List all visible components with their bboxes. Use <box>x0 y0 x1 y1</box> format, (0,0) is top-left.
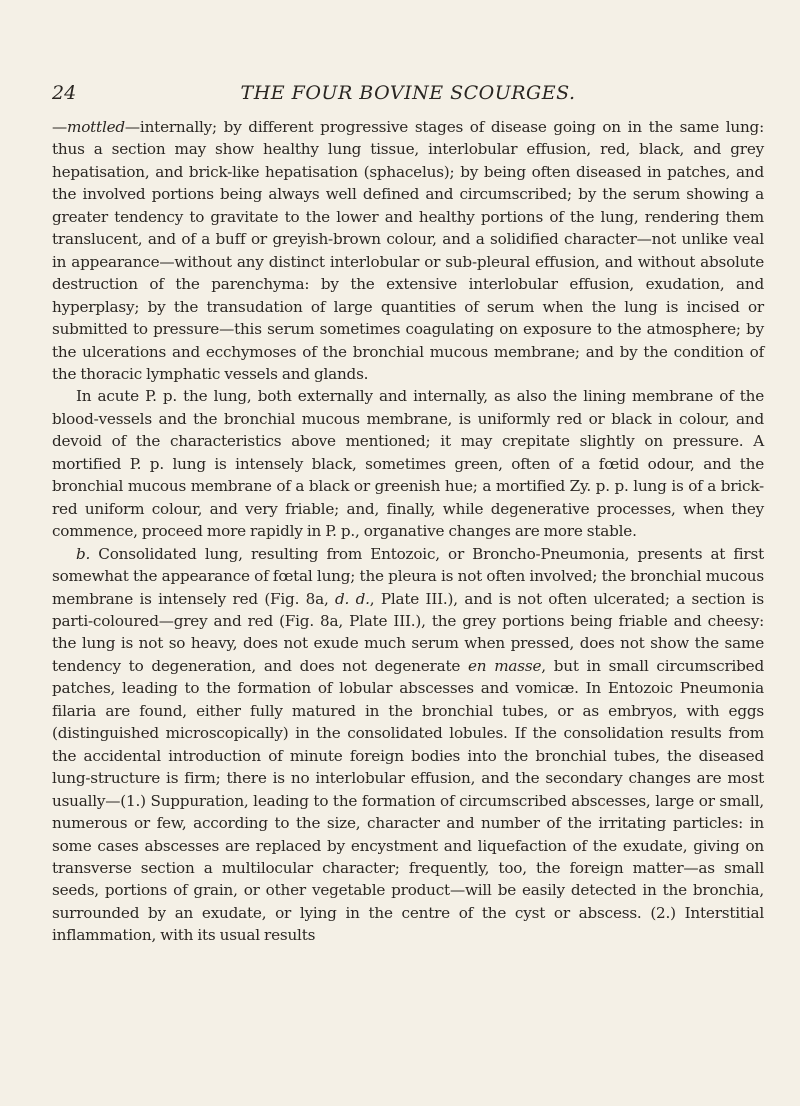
paragraph-text: , but in small circumscribed patches, leading to the formation of lobular abscesses and vomicæ. In Entozoic Pneumonia filaria are found, either fully matured in the bronchial tubes, or as embryos, with eggs (distinguished microscopically) in the consolidated lobules. If the consolidation results from the accidental introduction of minute foreign bodies into the bronchial tubes, the diseased lung-structure is firm; there is no interlobular effusion, and the secondary changes are most usually—(1.) Suppuration, leading to the formation of circumscribed abscesses, large or small, numerous or few, according to the size, character and number of the irritating particles: in some cases abscesses are replaced by encystment and liquefaction of the exudate, giving on transverse section a multilocular character; frequently, too, the foreign matter—as small seeds, portions of grain, or other vegetable product—will be easily detected in the bronchia, surrounded by an exudate, or lying in the centre of the cyst or abscess. (2.) Interstitial inflammation, with its usual results <box>52 656 764 945</box>
book-page <box>52 82 764 947</box>
paragraph-text: Consolidated lung, resulting from Entozoic, or Broncho-Pneumonia, presents at first somewhat the appearance of fœtal lung; the pleura is not often involved; the bronchial mucous membrane is intensely red (Fig. 8a, <box>52 544 764 608</box>
lead-dash: — <box>52 118 67 136</box>
paragraph-consolidated <box>52 543 764 947</box>
section-marker: b. <box>76 544 91 563</box>
paragraph-text: In acute P. p. the lung, both externally and internally, as also the lining membrane of the blood-vessels and the bronchial mucous membrane, is uniformly red or black in colour, and devoid of the characteristics above mentioned; it may crepitate slightly on pressure. A mortified P. p. lung is intensely black, sometimes green, often of a fœtid odour, and the bronchial mucous membrane of a black or greenish hue; a mortified Zy. p. p. lung is of a brick-red uniform colour, and very friable; and, finally, while degenerative processes, when they commence, proceed more rapidly in P. p., organative changes are more stable. <box>52 387 764 541</box>
lead-dash: — <box>124 118 140 136</box>
paragraph-text: , Plate III.), and is not often ulcerated; a section is parti-coloured—grey and red (Fig. 8a, Plate III.), the grey portions being friable and cheesy: the lung is not so heavy, does not exude much serum when pressed, does not show the same tendency to degeneration, and does not degenerate <box>52 589 764 675</box>
figure-reference: d. d. <box>335 589 370 608</box>
paragraph-text: internally; by different progressive stages of disease going on in the same lung: thus a section may show healthy lung tissue, interlobular effusion, red, black, and grey hepatisation, and brick-like hepatisation (sphacelus); by being often diseased in patches, and the involved portions being always well defined and circumscribed; by the serum showing a greater tendency to gravitate to the lower and healthy portions of the lung, rendering them translucent, and of a buff or greyish-brown colour, and a solidified character—not unlike veal in appearance—without any distinct interlobular or sub-pleural effusion, and without absolute destruction of the parenchyma: by the extensive interlobular effusion, exudation, and hyperplasy; by the transudation of large quantities of serum when the lung is incised or submitted to pressure—this serum sometimes coagulating on exposure to the atmosphere; by the ulcerations and ecchymoses of the bronchial mucous membrane; and by the condition of the thoracic lymphatic vessels and glands. <box>52 118 764 383</box>
paragraph-acute <box>52 385 764 542</box>
page-number: 24 <box>52 82 77 104</box>
lead-emphasis: mottled <box>67 118 125 136</box>
page-header <box>52 82 764 116</box>
running-title: THE FOUR BOVINE SCOURGES. <box>240 82 576 104</box>
body-text <box>52 116 764 947</box>
foreign-phrase: en masse <box>468 656 542 675</box>
paragraph-continuation <box>52 116 764 385</box>
